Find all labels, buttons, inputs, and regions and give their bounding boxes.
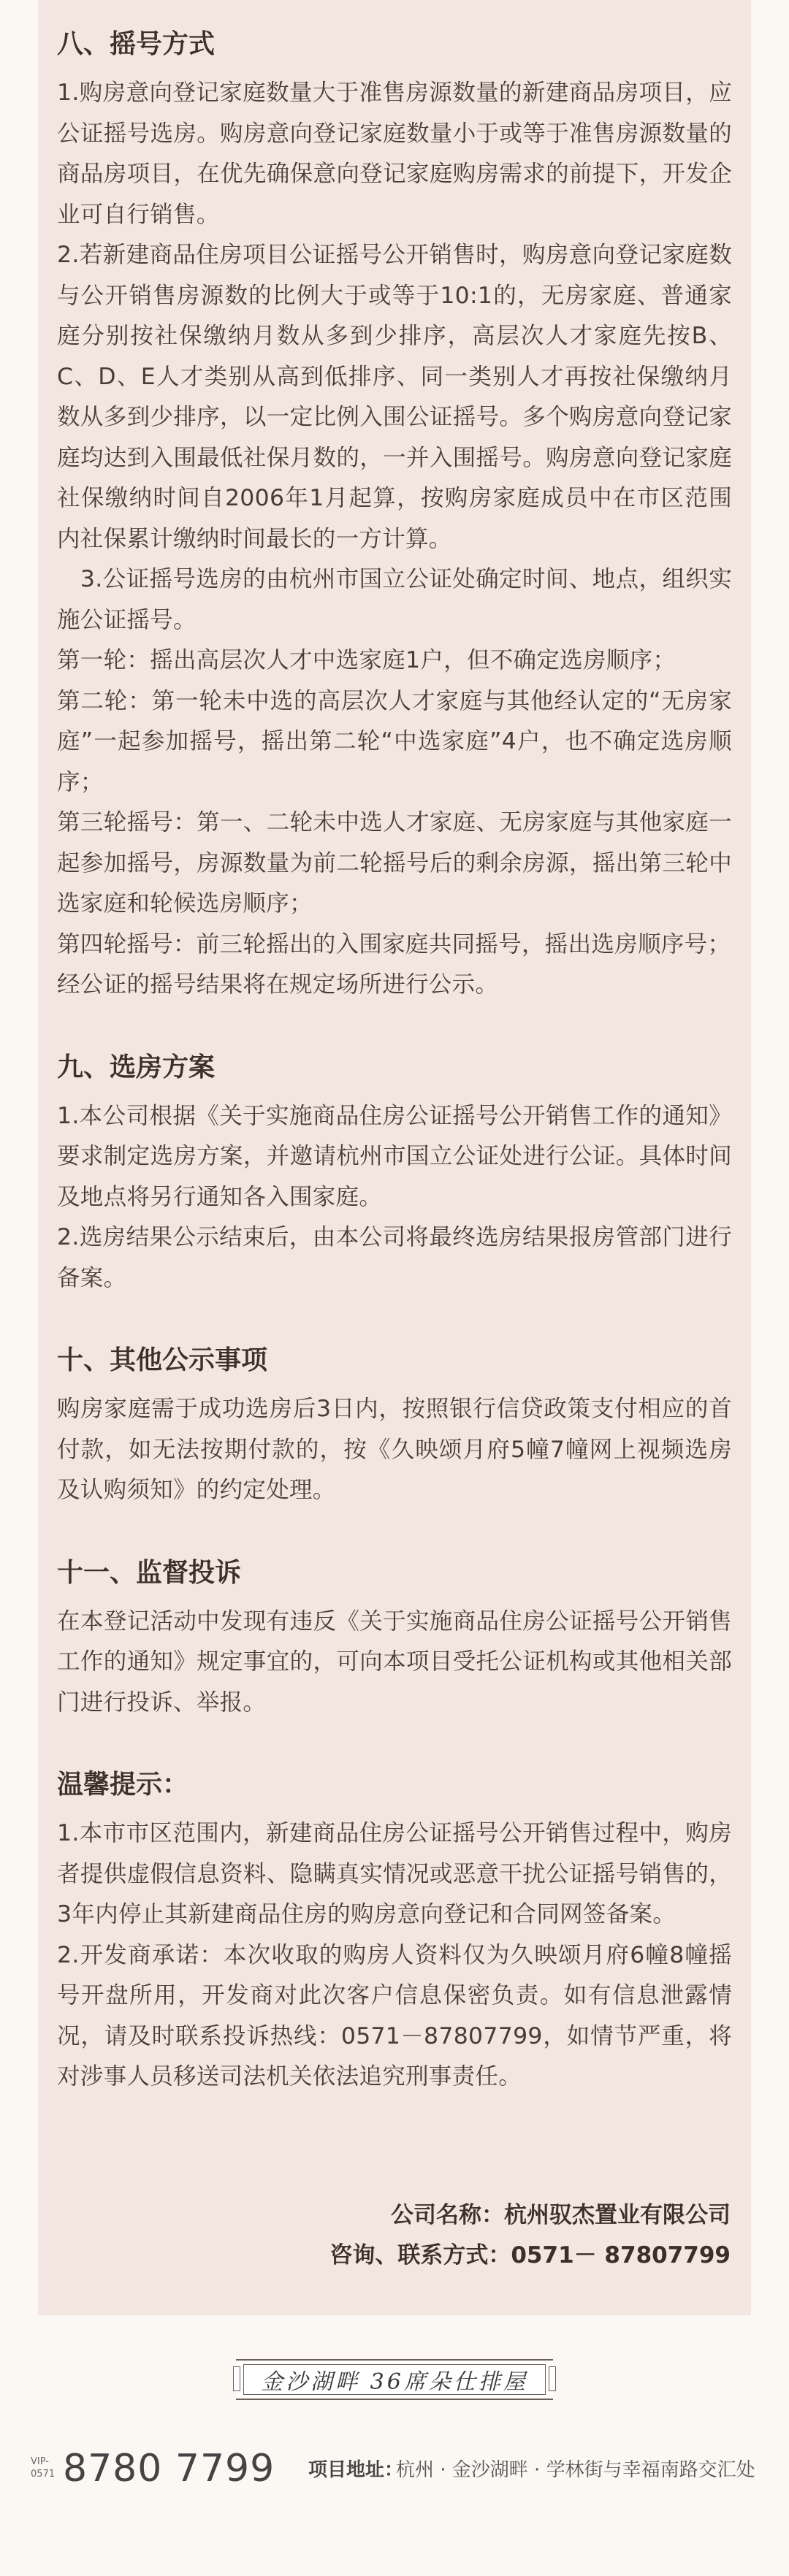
- paragraph: 2.选房结果公示结束后，由本公司将最终选房结果报房管部门进行备案。: [57, 1224, 732, 1291]
- paragraph: 第二轮：第一轮未中选的高层次人才家庭与其他经认定的“无房家庭”一起参加摇号，摇出第二轮“中选家庭”4户，也不确定选房顺序；: [57, 687, 732, 795]
- paragraph: 第一轮：摇出高层次人才中选家庭1户，但不确定选房顺序；: [57, 647, 676, 673]
- address-label: 项目地址：: [308, 2459, 404, 2481]
- section-supervision-complaints: [57, 1555, 732, 1724]
- paragraph: 2.开发商承诺：本次收取的购房人资料仅为久映颂月府6幢8幢摇号开盘所用，开发商对此次客户信息保密负责。如有信息泄露情况，请及时联系投诉热线：0571－87807799，如情节严重，将对涉事人员移送司法机关依法追究刑事责任。: [57, 1941, 732, 2090]
- banner-text: 金沙湖畔 36席朵仕排屋: [243, 2364, 546, 2395]
- section-selection-plan: [57, 1050, 732, 1299]
- paragraph: 2.若新建商品住房项目公证摇号公开销售时，购房意向登记家庭数与公开销售房源数的比例大于或等于10:1的，无房家庭、普通家庭分别按社保缴纳月数从多到少排序，高层次人才家庭先按B、C、D、E人才类别从高到低排序、同一类别人才再按社保缴纳月数从多到少排序，以一定比例入围公证摇号。多个购房意向登记家庭均达到入围最低社保月数的，一并入围摇号。购房意向登记家庭社保缴纳时间自2006年1月起算，按购房家庭成员中在市区范围内社保累计缴纳时间最长的一方计算。: [57, 242, 732, 552]
- paragraph: 购房家庭需于成功选房后3日内，按照银行信贷政策支付相应的首付款，如无法按期付款的，按《久映颂月府5幢7幢网上视频选房及认购须知》的约定处理。: [57, 1396, 732, 1503]
- paragraph: 1.本公司根据《关于实施商品住房公证摇号公开销售工作的通知》要求制定选房方案，并邀请杭州市国立公证处进行公证。具体时间及地点将另行通知各入围家庭。: [57, 1102, 732, 1210]
- vip-text: VIP-: [31, 2456, 49, 2467]
- banner-right-cap: [549, 2366, 556, 2391]
- paragraph: 经公证的摇号结果将在规定场所进行公示。: [57, 971, 499, 998]
- section-title: 九、选房方案: [57, 1052, 216, 1082]
- banner-left-cap: [233, 2366, 240, 2391]
- project-address: 杭州 · 金沙湖畔 · 学林街与幸福南路交汇处: [396, 2459, 755, 2481]
- notice-content: [57, 26, 732, 2098]
- section-title: 十、其他公示事项: [57, 1345, 268, 1375]
- hotline-number[interactable]: 8780 7799: [63, 2447, 275, 2491]
- area-code: 0571: [31, 2469, 56, 2480]
- company-contact: 咨询、联系方式：0571－ 87807799: [329, 2242, 731, 2269]
- paragraph: 在本登记活动中发现有违反《关于实施商品住房公证摇号公开销售工作的通知》规定事宜的，可向本项目受托公证机构或其他相关部门进行投诉、举报。: [57, 1608, 732, 1716]
- vip-label: [31, 2455, 60, 2480]
- section-lottery-method: [57, 26, 732, 1006]
- company-name: 公司名称：杭州驭杰置业有限公司: [391, 2202, 731, 2228]
- section-title: 十一、监督投诉: [57, 1557, 242, 1588]
- paragraph: 第四轮摇号：前三轮摇出的入围家庭共同摇号，摇出选房顺序号；: [57, 930, 731, 958]
- section-title: 八、摇号方式: [57, 29, 216, 59]
- section-other-notices: [57, 1342, 732, 1511]
- project-banner: [236, 2359, 553, 2400]
- paragraph: 3.公证摇号选房的由杭州市国立公证处确定时间、地点，组织实施公证摇号。: [57, 566, 732, 633]
- section-title: 温馨提示：: [57, 1770, 189, 1800]
- paragraph: 1.本市市区范围内，新建商品住房公证摇号公开销售过程中，购房者提供虚假信息资料、隐瞒真实情况或恶意干扰公证摇号销售的，3年内停止其新建商品住房的购房意向登记和合同网签备案。: [57, 1820, 732, 1927]
- section-reminder: [57, 1767, 732, 2098]
- footer: [31, 2445, 761, 2496]
- paragraph: 第三轮摇号：第一、二轮未中选人才家庭、无房家庭与其他家庭一起参加摇号，房源数量为前二轮摇号后的剩余房源，摇出第三轮中选家庭和轮候选房顺序；: [57, 809, 732, 917]
- paragraph: 1.购房意向登记家庭数量大于准售房源数量的新建商品房项目，应公证摇号选房。购房意向登记家庭数量小于或等于准售房源数量的商品房项目，在优先确保意向登记家庭购房需求的前提下，开发企业可自行销售。: [57, 80, 732, 228]
